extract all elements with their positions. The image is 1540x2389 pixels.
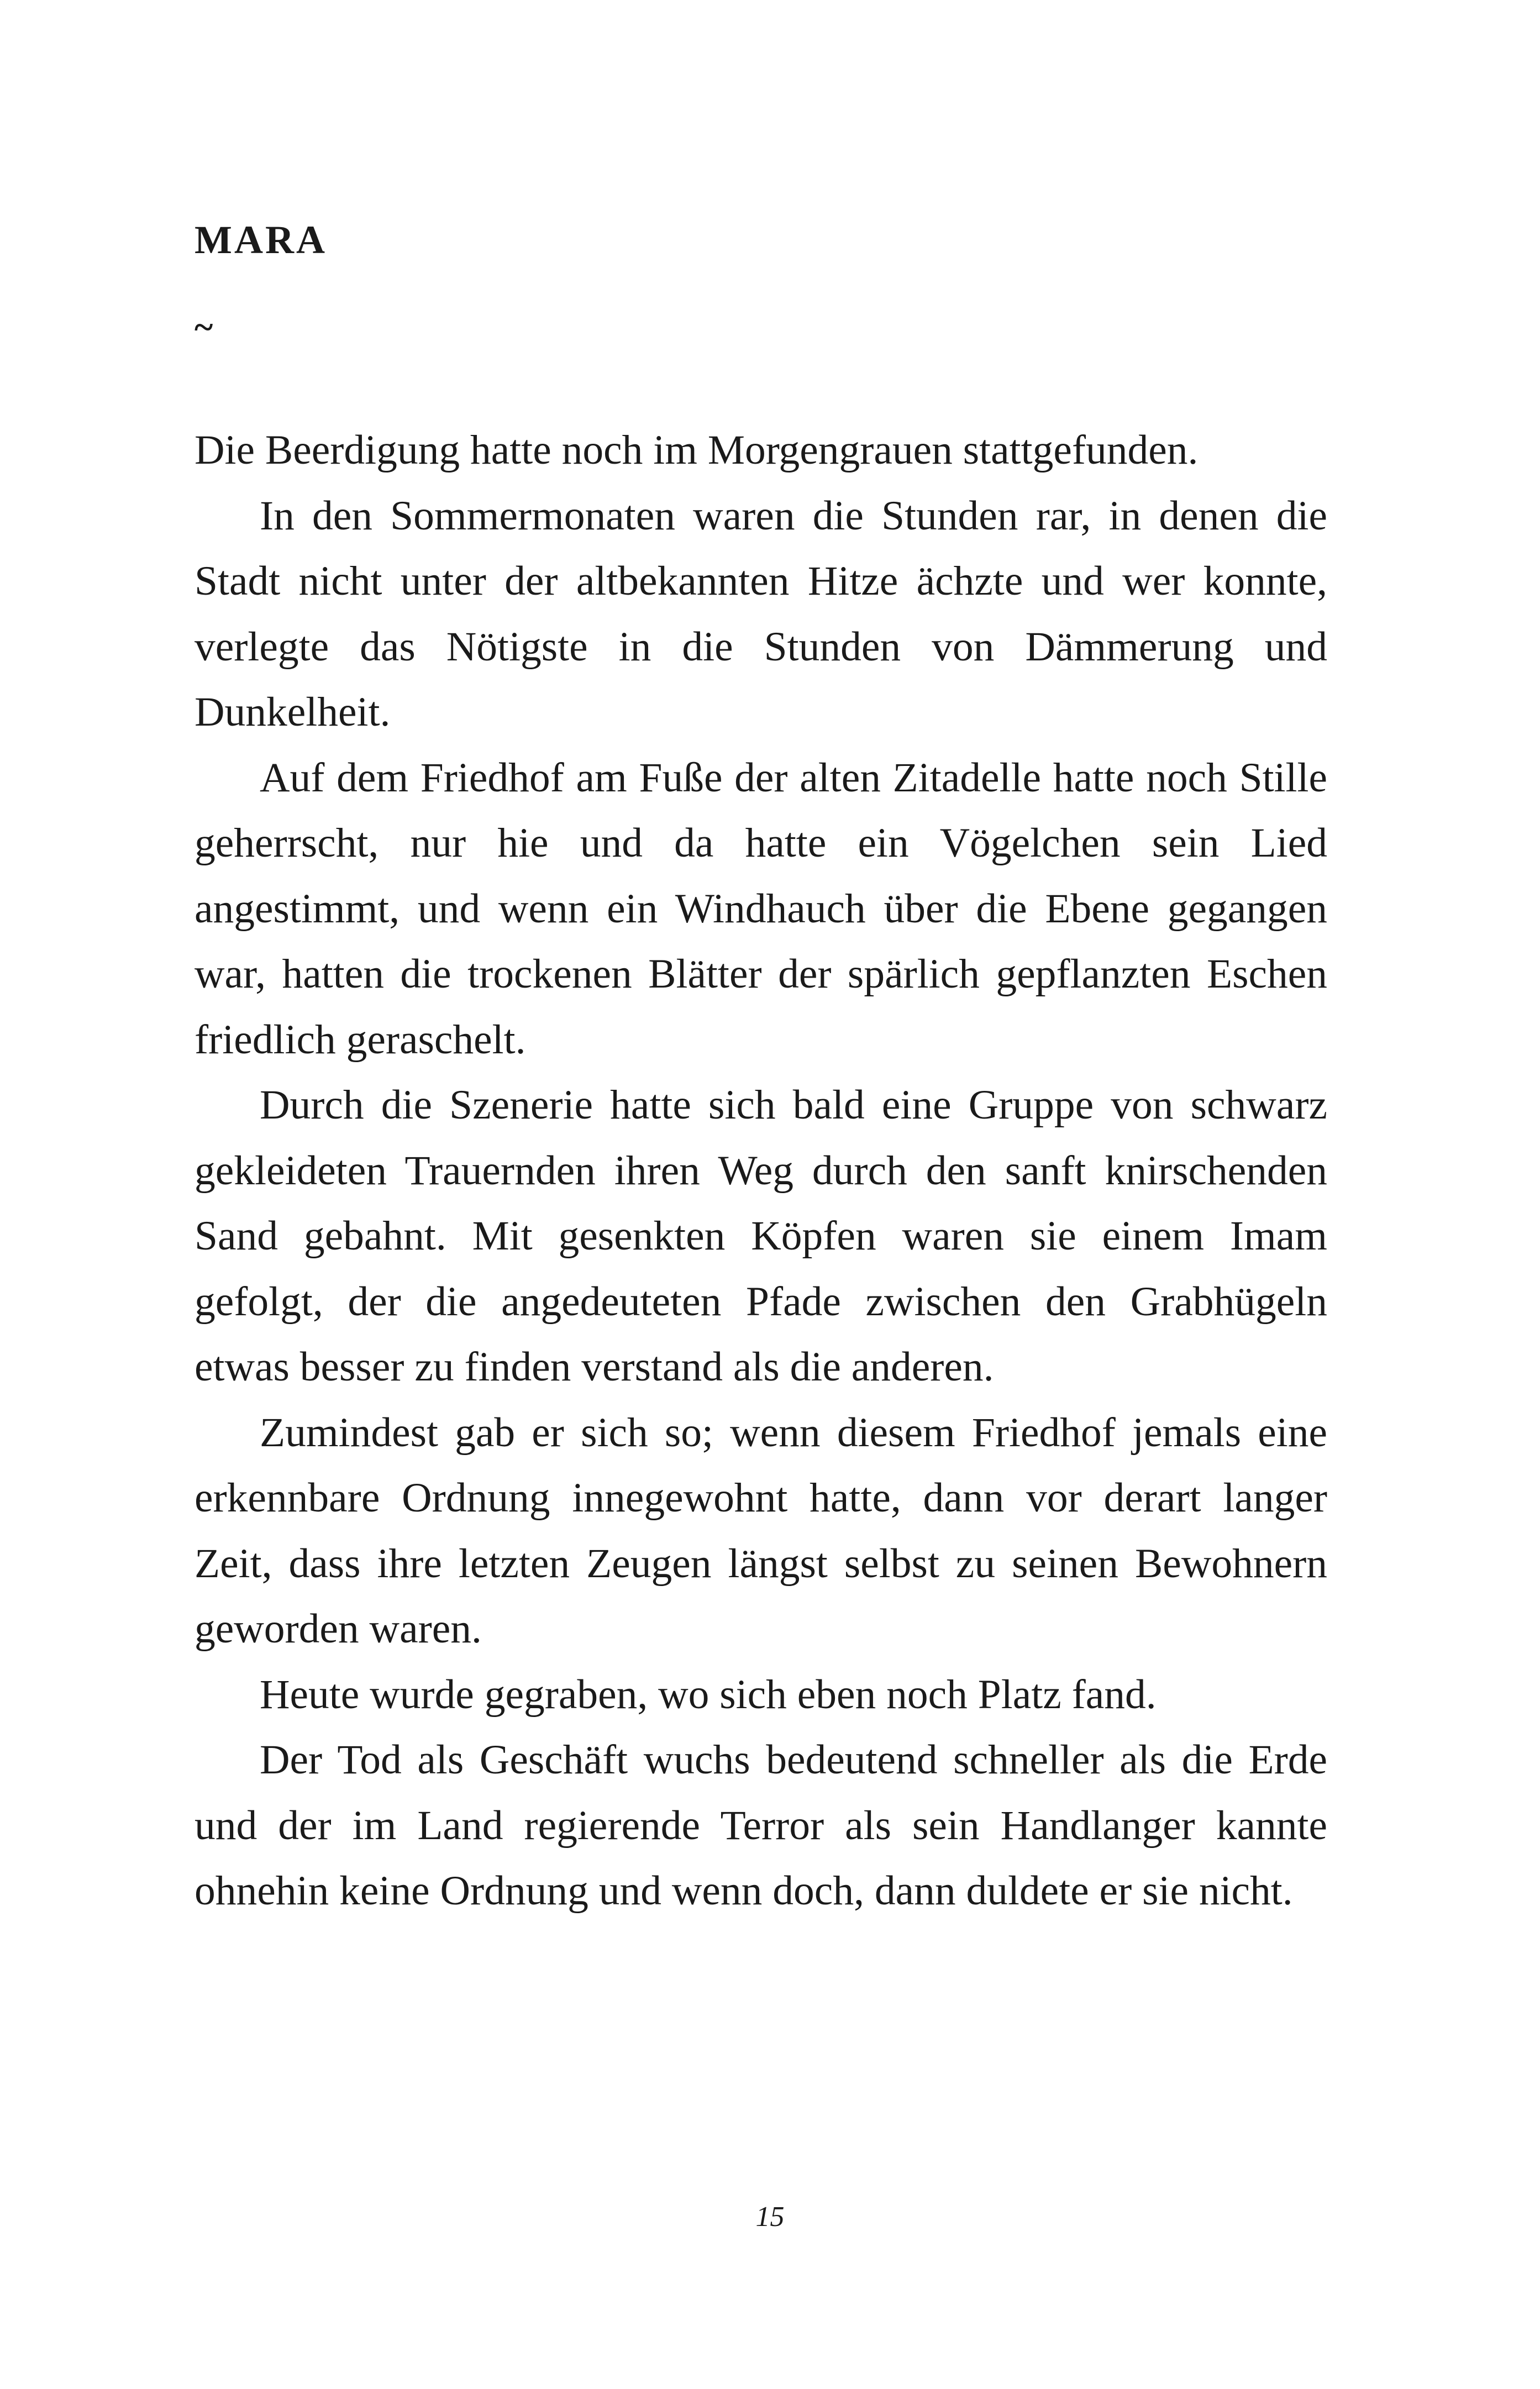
paragraph: Heute wurde gegraben, wo sich eben noch Platz fand. xyxy=(260,1671,1157,1718)
paragraph: Der Tod als Geschäft wuchs bedeutend schneller als die Erde und der im Land regierende Terror als sein Handlanger kannte ohnehin keine Ordnung und wenn doch, dann duldete er sie nicht. xyxy=(195,1737,1327,1914)
paragraph: Die Beerdigung hatte noch im Morgengrauen stattgefunden. xyxy=(195,427,1199,473)
chapter-title: MARA xyxy=(195,218,327,262)
body-text xyxy=(195,418,1327,1924)
paragraph: In den Sommermonaten waren die Stunden rar, in denen die Stadt nicht unter der altbekannten Hitze ächzte und wer konnte, verlegte das Nötigste in die Stunden von Dämmerung und Dunkelheit. xyxy=(195,492,1327,735)
chapter-ornament: ~ xyxy=(195,307,213,346)
paragraph: Zumindest gab er sich so; wenn diesem Friedhof jemals eine erkennbare Ordnung innegewohnt hatte, dann vor derart langer Zeit, dass ihre letzten Zeugen längst selbst zu seinen Bewohnern geworden waren. xyxy=(195,1409,1327,1652)
paragraph: Durch die Szenerie hatte sich bald eine Gruppe von schwarz gekleideten Trauernden ihren Weg durch den sanft knirschenden Sand gebahnt. Mit gesenkten Köpfen waren sie einem Imam gefolgt, der die angedeuteten Pfade zwischen den Grabhügeln etwas besser zu finden verstand als die anderen. xyxy=(195,1082,1327,1390)
page-number: 15 xyxy=(755,2201,785,2233)
paragraph: Auf dem Friedhof am Fuße der alten Zitadelle hatte noch Stille geherrscht, nur hie und da hatte ein Vögelchen sein Lied angestimmt, und wenn ein Windhauch über die Ebene gegangen war, hatten die trockenen Blätter der spärlich gepflanzten Eschen friedlich geraschelt. xyxy=(195,754,1327,1063)
